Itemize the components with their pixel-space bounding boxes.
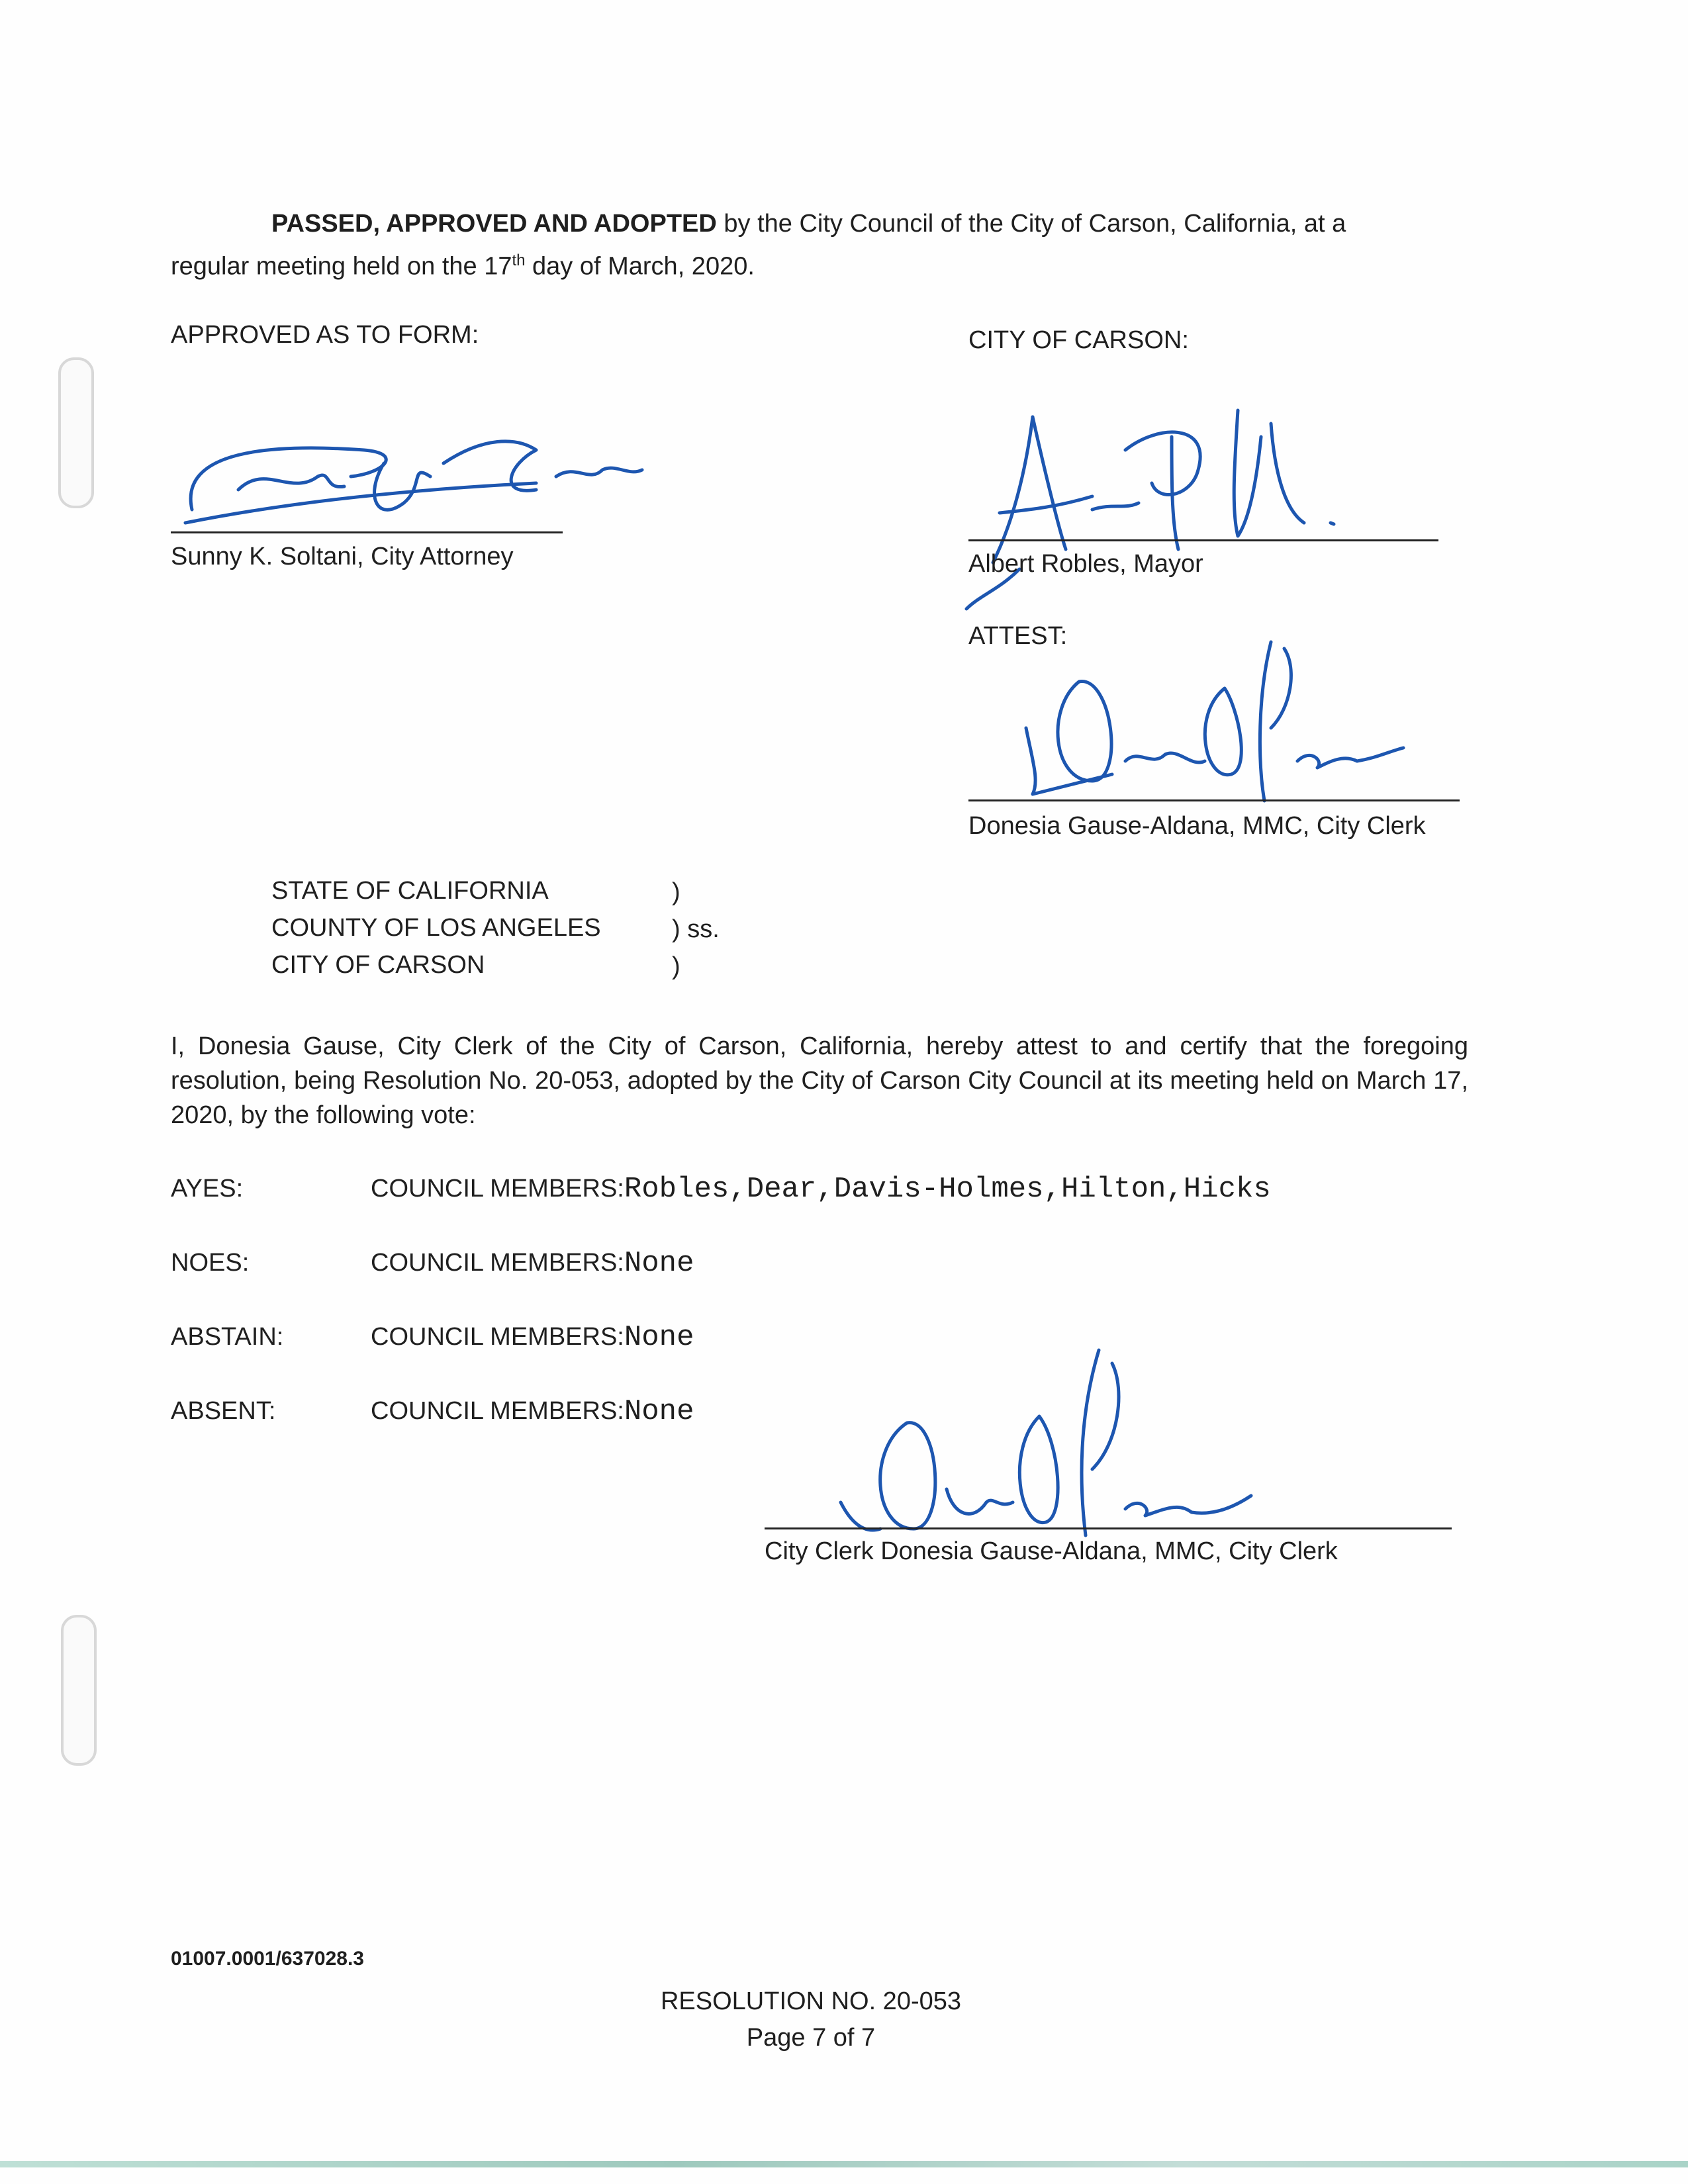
approved-as-to-form-heading: APPROVED AS TO FORM: [171, 321, 479, 349]
punch-hole-bottom [61, 1615, 97, 1766]
vote-prefix-absent: COUNCIL MEMBERS: [371, 1397, 624, 1425]
vote-names-ayes: Robles,Dear,Davis-Holmes,Hilton,Hicks [624, 1173, 1271, 1206]
mayor-signature [960, 397, 1383, 622]
clerk-attest-signature-line [968, 799, 1460, 801]
city-of-carson-heading: CITY OF CARSON: [968, 326, 1189, 354]
venue-bracket-ss: ) ss. [672, 915, 720, 943]
footer-page-number: Page 7 of 7 [746, 2024, 876, 2052]
intro-before-ordinal: regular meeting held on the 17 [171, 252, 512, 281]
vote-row-absent [371, 1394, 694, 1429]
scan-edge-strip [0, 2161, 1688, 2167]
footer-resolution-number: RESOLUTION NO. 20-053 [660, 1987, 962, 2015]
vote-names-abstain: None [624, 1321, 694, 1354]
intro-line-2 [171, 244, 755, 284]
vote-label-abstain: ABSTAIN: [171, 1323, 284, 1351]
clerk-attest-name: Donesia Gause-Aldana, MMC, City Clerk [968, 812, 1426, 840]
footer-doc-number: 01007.0001/637028.3 [171, 1948, 364, 1970]
vote-row-ayes [371, 1171, 1271, 1206]
venue-bracket-1: ) [672, 878, 680, 906]
intro-after-ordinal: day of March, 2020. [525, 252, 755, 281]
attorney-signature [165, 424, 669, 543]
venue-state: STATE OF CALIFORNIA [271, 877, 549, 905]
attorney-signature-line [171, 531, 563, 533]
clerk-signature-attest [1006, 629, 1417, 827]
vote-label-absent: ABSENT: [171, 1397, 276, 1425]
vote-label-ayes: AYES: [171, 1175, 244, 1203]
intro-line-1 [271, 206, 1346, 241]
vote-names-absent: None [624, 1395, 694, 1428]
venue-bracket-3: ) [672, 952, 680, 980]
punch-hole-top [58, 357, 94, 508]
vote-prefix-abstain: COUNCIL MEMBERS: [371, 1323, 624, 1351]
certification-paragraph: I, Donesia Gause, City Clerk of the City of Carson, California, hereby attest to and certify that the foregoing resolution, being Resolution No. 20-053, adopted by the City of Carson City Council at its meeting held on March 17, 2020, by the following vote: [171, 1032, 1468, 1129]
vote-row-abstain [371, 1320, 694, 1355]
vote-names-noes: None [624, 1247, 694, 1280]
intro-line-1-rest: by the City Council of the City of Carson, California, at a [716, 210, 1346, 238]
intro-bold-lead: PASSED, APPROVED AND ADOPTED [271, 210, 717, 238]
final-signature-line [765, 1527, 1452, 1529]
attest-label: ATTEST: [968, 622, 1068, 650]
venue-city: CITY OF CARSON [271, 951, 485, 979]
final-signer-name: City Clerk Donesia Gause-Aldana, MMC, City Clerk [765, 1537, 1338, 1565]
attorney-signer-name: Sunny K. Soltani, City Attorney [171, 543, 514, 570]
clerk-signature-final [821, 1337, 1297, 1549]
vote-prefix-ayes: COUNCIL MEMBERS: [371, 1175, 624, 1203]
mayor-name: Albert Robles, Mayor [968, 550, 1203, 578]
mayor-signature-line [968, 539, 1438, 541]
vote-row-noes [371, 1246, 694, 1281]
intro-ordinal-suffix: th [512, 251, 526, 269]
vote-prefix-noes: COUNCIL MEMBERS: [371, 1249, 624, 1277]
vote-label-noes: NOES: [171, 1249, 250, 1277]
venue-county: COUNTY OF LOS ANGELES [271, 914, 601, 942]
